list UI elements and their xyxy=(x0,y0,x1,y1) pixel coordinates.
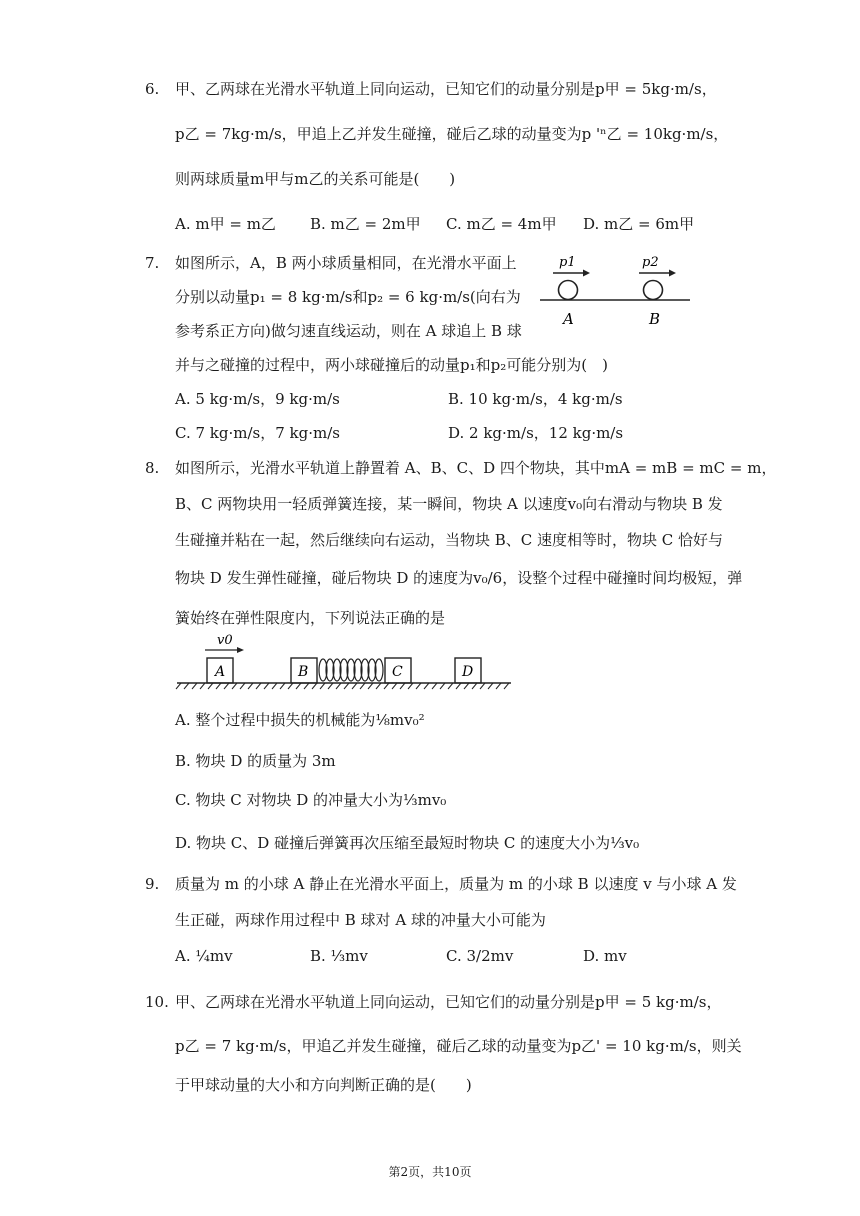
ball-a xyxy=(559,281,578,300)
question-text-line: 生碰撞并粘在一起，然后继续向右运动，当物块 B、C 速度相等时，物块 C 恰好与 xyxy=(175,531,724,549)
p1-label: p1 xyxy=(559,255,576,270)
question-text-line: 生正碰，两球作用过程中 B 球对 A 球的冲量大小可能为 xyxy=(175,911,546,929)
option-b: B. ⅓mv xyxy=(310,947,368,965)
question-number: 6. xyxy=(145,80,160,98)
question-text-line: 参考系正方向)做匀速直线运动，则在 A 球追上 B 球 xyxy=(175,322,522,340)
block-d-label: D xyxy=(462,664,474,680)
option-d: D. 物块 C、D 碰撞后弹簧再次压缩至最短时物块 C 的速度大小为⅓v₀ xyxy=(175,834,640,852)
question-text-line: p乙 = 7kg·m/s，甲追上乙并发生碰撞，碰后乙球的动量变为p 'ⁿ乙 = 10kg·m/s， xyxy=(175,125,729,143)
option-b: B. 物块 D 的质量为 3m xyxy=(175,752,336,770)
option-c: C. 7 kg·m/s，7 kg·m/s xyxy=(175,424,340,442)
option-c: C. m乙 = 4m甲 xyxy=(446,215,557,233)
question-number: 10. xyxy=(145,993,169,1011)
two-balls-figure xyxy=(535,248,695,330)
blocks-spring-figure xyxy=(175,632,515,692)
block-a-label: A xyxy=(215,664,226,680)
question-text-line: 分别以动量p₁ = 8 kg·m/s和p₂ = 6 kg·m/s(向右为 xyxy=(175,288,521,306)
question-number: 9. xyxy=(145,875,160,893)
p2-label: p2 xyxy=(642,255,659,270)
question-number: 8. xyxy=(145,459,160,477)
v0-label: v0 xyxy=(217,633,233,648)
option-d: D. m乙 = 6m甲 xyxy=(583,215,695,233)
question-text-line: 如图所示，A，B 两小球质量相同，在光滑水平面上 xyxy=(175,254,517,272)
block-c-label: C xyxy=(392,664,403,680)
option-c: C. 3/2mv xyxy=(446,947,514,965)
question-text-line: 甲、乙两球在光滑水平轨道上同向运动，已知它们的动量分别是p甲 = 5 kg·m/s， xyxy=(175,993,722,1011)
question-text-line: 簧始终在弹性限度内，下列说法正确的是 xyxy=(175,609,446,627)
question-text-line: 如图所示，光滑水平轨道上静置着 A、B、C、D 四个物块，其中mA = mB = mC = m， xyxy=(175,459,777,477)
page-footer: 第2页，共10页 xyxy=(388,1165,472,1179)
ball-b xyxy=(644,281,663,300)
question-text-line: B、C 两物块用一轻质弹簧连接，某一瞬间，物块 A 以速度v₀向右滑动与物块 B 发 xyxy=(175,495,723,513)
question-text-line: 于甲球动量的大小和方向判断正确的是( ) xyxy=(175,1076,472,1094)
block-b-label: B xyxy=(298,664,309,680)
option-a: A. ¼mv xyxy=(175,947,233,965)
question-text-line: p乙 = 7 kg·m/s，甲追乙并发生碰撞，碰后乙球的动量变为p乙' = 10 kg·m/s，则关 xyxy=(175,1037,742,1055)
question-text-line: 质量为 m 的小球 A 静止在光滑水平面上，质量为 m 的小球 B 以速度 v 与小球 A 发 xyxy=(175,875,737,893)
option-b: B. m乙 = 2m甲 xyxy=(310,215,421,233)
question-text-line: 并与之碰撞的过程中，两小球碰撞后的动量p₁和p₂可能分别为( ) xyxy=(175,356,608,374)
option-a: A. m甲 = m乙 xyxy=(175,215,276,233)
question-number: 7. xyxy=(145,254,160,272)
option-b: B. 10 kg·m/s，4 kg·m/s xyxy=(448,390,623,408)
option-a: A. 5 kg·m/s，9 kg·m/s xyxy=(175,390,340,408)
question-text-line: 则两球质量m甲与m乙的关系可能是( ) xyxy=(175,170,456,188)
option-c: C. 物块 C 对物块 D 的冲量大小为⅓mv₀ xyxy=(175,791,447,809)
option-d: D. mv xyxy=(583,947,627,965)
question-text-line: 物块 D 发生弹性碰撞，碰后物块 D 的速度为v₀/6，设整个过程中碰撞时间均极短，弹 xyxy=(175,569,743,587)
option-a: A. 整个过程中损失的机械能为⅛mv₀² xyxy=(175,711,425,729)
label-a: A xyxy=(563,310,574,328)
spring xyxy=(319,659,383,681)
option-d: D. 2 kg·m/s，12 kg·m/s xyxy=(448,424,624,442)
question-text-line: 甲、乙两球在光滑水平轨道上同向运动，已知它们的动量分别是p甲 = 5kg·m/s， xyxy=(175,80,717,98)
track-hatching xyxy=(176,683,509,689)
label-b: B xyxy=(649,310,661,328)
